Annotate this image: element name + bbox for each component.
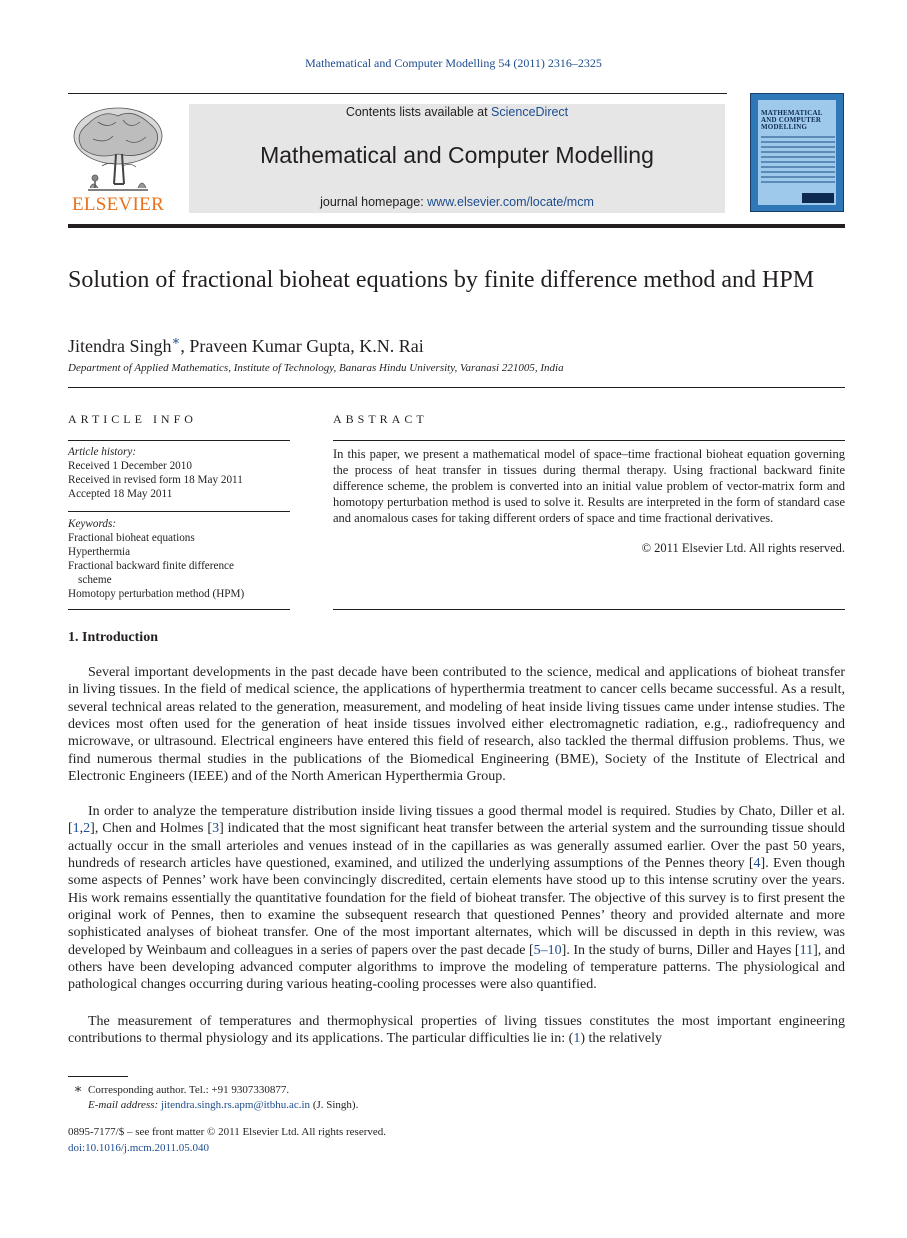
keyword: scheme bbox=[78, 574, 112, 586]
paragraph-text: ], Chen and Holmes [ bbox=[90, 821, 213, 837]
paragraph-text: ] indicated that the most significant heat transfer between the arterial system and the surrounding tissue should actually occur in the small arterioles and venues instead of in the capillaries as was generally assumed earlier. Over the past 50 years, hundreds of research articles have questioned, examined, and utilized the underlying assumptions of the Pennes theory [ bbox=[68, 821, 845, 872]
elsevier-logo bbox=[68, 104, 168, 214]
footnote-rule bbox=[68, 1076, 128, 1077]
keyword: Fractional bioheat equations bbox=[68, 532, 195, 544]
keywords-label: Keywords: bbox=[68, 518, 117, 530]
paragraph-text: In order to analyze the temperature distribution inside living tissues a good thermal model is required. Studies by Chato, Diller et al. [ bbox=[68, 804, 845, 837]
intro-paragraph-3 bbox=[68, 1013, 845, 1048]
introduction-heading: 1. Introduction bbox=[68, 630, 158, 645]
homepage-prefix: journal homepage: bbox=[320, 195, 428, 209]
header-thick-rule bbox=[68, 224, 845, 228]
reference-link[interactable]: 4 bbox=[753, 856, 761, 872]
abstract-heading: ABSTRACT bbox=[333, 412, 428, 426]
issn-block bbox=[68, 1124, 668, 1156]
doi-link[interactable]: doi:10.1016/j.mcm.2011.05.040 bbox=[68, 1142, 210, 1154]
intro-paragraph-2: In order to analyze the temperature distribution inside living tissues a good thermal model is required. Studies by Chato, Diller et al. [1,2], Chen and Holmes [3] indicated that the most significant heat transfer between the arterial system and the surrounding tissue should actually occur in the small arterioles and venues instead of in the capillaries as was generally assumed earlier. Over the past 50 years, hundreds of research articles have questioned, examined, and utilized the underlying assumptions of the Pennes theory [4]. Even though some aspects of Pennes’ work have been convincingly discredited, certain elements have stood up to this intense scrutiny over the years. His work remains essentially the quantitative foundation for the field of bioheat transfer. The objective of this survey is to first present the original work of Pennes, then to examine the subsequent research that questioned Pennes’ theory and provided alternate and more sophisticated analyses of bioheat transfer. One of the most important alternates, which will be discussed in depth in this review, was developed by Weinbaum and colleagues in a series of papers over the past decade [5–10]. In the study of burns, Diller and Hayes [11], and others have been developing advanced computer algorithms to improve the modeling of temperature patterns. The physiological and pathological changes occurring during various heating-cooling processes were also quantified. bbox=[68, 804, 845, 993]
corresponding-author-text: Corresponding author. Tel.: +91 9307330877. bbox=[88, 1084, 290, 1096]
article-info-rule-top bbox=[68, 440, 290, 441]
journal-banner bbox=[189, 104, 725, 213]
journal-cover-thumbnail bbox=[750, 93, 844, 212]
cover-contents-lines bbox=[761, 136, 835, 186]
history-label: Article history: bbox=[68, 446, 137, 458]
author-list bbox=[68, 333, 838, 357]
paragraph-text: ], and others have been developing advanced computer algorithms to improve the modeling of temperature patterns. The physiological and pathological changes occurring during various heating-cooling processes were also quantified. bbox=[68, 942, 845, 993]
journal-title: Mathematical and Computer Modelling bbox=[260, 142, 654, 168]
received-date: Received 1 December 2010 bbox=[68, 460, 192, 472]
copyright-line: © 2011 Elsevier Ltd. All rights reserved. bbox=[641, 541, 845, 555]
article-info-rule-mid bbox=[68, 511, 290, 512]
abstract-rule-top bbox=[333, 440, 845, 441]
journal-citation: Mathematical and Computer Modelling 54 (2011) 2316–2325 bbox=[305, 56, 602, 70]
email-suffix: (J. Singh). bbox=[310, 1099, 359, 1111]
list-marker-link[interactable]: 1 bbox=[573, 1031, 581, 1047]
paragraph-text: ]. In the study of burns, Diller and Hayes [ bbox=[561, 942, 800, 958]
paragraph-text: ) the relatively bbox=[580, 1031, 662, 1047]
reference-link[interactable]: 11 bbox=[799, 942, 814, 958]
reference-link[interactable]: 2 bbox=[83, 821, 91, 837]
article-title: Solution of fractional bioheat equations by finite difference method and HPM bbox=[68, 267, 815, 293]
article-info-heading: ARTICLE INFO bbox=[68, 412, 197, 426]
reference-link[interactable]: 1 bbox=[72, 821, 80, 837]
abstract-text: In this paper, we present a mathematical model of space–time fractional bioheat equation governing the process of heat transfer in tissues during thermal therapy. Using fractional backward finite difference scheme, the problem is converted into an initial value problem of vector-matrix form and homotopy perturbation method is used to solve it. Results are interpreted in the form of standard case and anomalous cases for taking different orders of space and time fractional derivatives. bbox=[333, 447, 845, 525]
keyword: Fractional backward finite difference bbox=[68, 560, 234, 572]
other-authors: , Praveen Kumar Gupta, K.N. Rai bbox=[180, 336, 424, 356]
contents-line bbox=[189, 105, 725, 119]
corresponding-author-mark[interactable]: ∗ bbox=[171, 333, 181, 348]
email-footnote bbox=[88, 1098, 688, 1112]
cover-title: MATHEMATICAL AND COMPUTER MODELLING bbox=[761, 109, 823, 131]
corresponding-author-footnote bbox=[68, 1082, 668, 1097]
accepted-date: Accepted 18 May 2011 bbox=[68, 488, 173, 500]
sciencedirect-link[interactable]: ScienceDirect bbox=[491, 105, 569, 119]
email-link[interactable]: jitendra.singh.rs.apm@itbhu.ac.in bbox=[160, 1099, 311, 1111]
issn-line: 0895-7177/$ – see front matter © 2011 Elsevier Ltd. All rights reserved. bbox=[68, 1126, 387, 1138]
affiliation: Department of Applied Mathematics, Institute of Technology, Banaras Hindu University, Varanasi 221005, India bbox=[68, 362, 564, 374]
article-history bbox=[68, 445, 290, 501]
publisher-name: ELSEVIER bbox=[71, 194, 165, 215]
homepage-line bbox=[189, 195, 725, 209]
footnote-mark: ∗ bbox=[73, 1081, 83, 1096]
reference-link[interactable]: 5–10 bbox=[533, 942, 562, 958]
article-info-rule-bottom bbox=[68, 609, 290, 610]
cover-brand-mark bbox=[802, 193, 834, 203]
contents-prefix: Contents lists available at bbox=[345, 105, 492, 119]
header-top-rule bbox=[68, 93, 727, 94]
affiliation-rule bbox=[68, 387, 845, 388]
author-1: Jitendra Singh bbox=[68, 336, 172, 356]
keyword: Hyperthermia bbox=[68, 546, 131, 558]
revised-date: Received in revised form 18 May 2011 bbox=[68, 474, 243, 486]
tree-engraving-icon bbox=[68, 104, 168, 192]
homepage-link[interactable]: www.elsevier.com/locate/mcm bbox=[427, 195, 594, 209]
keyword: Homotopy perturbation method (HPM) bbox=[68, 588, 245, 600]
keywords-block bbox=[68, 517, 290, 601]
paragraph-text: The measurement of temperatures and thermophysical properties of living tissues constitutes the most important engineering contributions to thermal physiology and its applications. The particular difficulties lie in: ( bbox=[68, 1014, 845, 1047]
reference-link[interactable]: 3 bbox=[212, 821, 220, 837]
email-label: E-mail address: bbox=[88, 1099, 159, 1111]
paragraph-text: ]. Even though some aspects of Pennes’ work have been convincingly discredited, certain elements have stood up to this intense scrutiny over the years. His work remains essentially the quantitative foundation for the field of bioheat transfer. The objective of this survey is to first present the original work of Pennes, then to examine the subsequent research that questioned Pennes’ theory and provided alternate and more sophisticated analyses of bioheat transfer. One of the most important alternates, which will be discussed in depth in this review, was developed by Weinbaum and colleagues in a series of papers over the past decade [ bbox=[68, 856, 845, 958]
abstract-rule-bottom bbox=[333, 609, 845, 610]
intro-paragraph-1: Several important developments in the past decade have been contributed to the science, medical and applications of bioheat transfer in living tissues. In the field of medical science, the applications of hyperthermia treatment to cancer cells became successful. As a result, several technical areas related to the generation, measurement, and modeling of heat inside living tissues came under intense studies. The devices most often used for the generation of heat inside tissues involved either electromagnetic radiation, e.g., radiofrequency and microwave, or ultrasound. Electrical engineers have entered this field of research, also tackled the thermal diffusion problems. Thus, we find numerous thermal studies in the publications of the Biomedical Engineering (BME), Society of the Institute of Electrical and Electronic Engineers (IEEE) and of the North American Hyperthermia Group. bbox=[68, 665, 845, 785]
